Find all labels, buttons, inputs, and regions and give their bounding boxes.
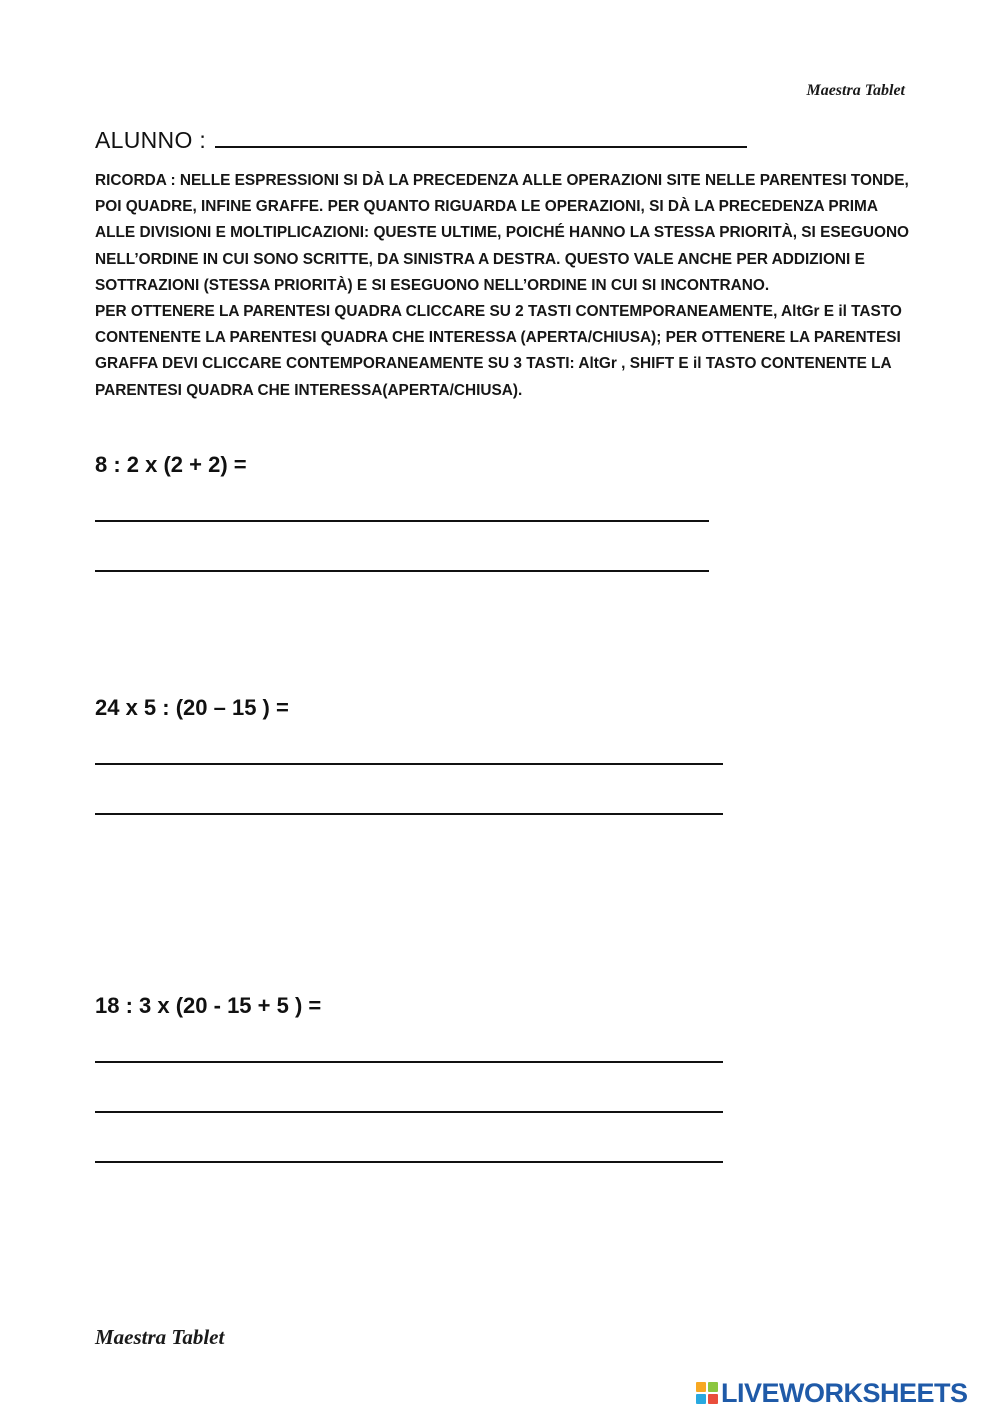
answer-line[interactable] <box>95 520 709 522</box>
exercise-expression: 18 : 3 x (20 - 15 + 5 ) = <box>95 993 322 1018</box>
header-brand: Maestra Tablet <box>806 82 905 99</box>
instructions <box>95 168 910 404</box>
liveworksheets-blocks-icon <box>696 1382 718 1404</box>
exercise-1 <box>95 450 709 572</box>
logo-block <box>696 1382 706 1392</box>
answer-line[interactable] <box>95 763 723 765</box>
answer-line[interactable] <box>95 570 709 572</box>
exercise-expression: 8 : 2 x (2 + 2) = <box>95 452 247 477</box>
logo-text: LIVEWORKSHEETS <box>721 1377 968 1408</box>
student-name-row <box>95 120 755 154</box>
answer-line[interactable] <box>95 1061 723 1063</box>
student-label: ALUNNO : <box>95 127 213 153</box>
student-name-field[interactable] <box>215 146 747 148</box>
instruction-paragraph: PER OTTENERE LA PARENTESI QUADRA CLICCARE SU 2 TASTI CONTEMPORANEAMENTE, AltGr E il TASTO CONTENENTE LA PARENTESI QUADRA CHE INTERESSA (APERTA/CHIUSA); PER OTTENERE LA PARENTESI GRAFFA DEVI CLICCARE CONTEMPORANEAMENTE SU 3 TASTI: AltGr , SHIFT E il TASTO CONTENENTE LA PARENTESI QUADRA CHE INTERESSA(APERTA/CHIUSA). <box>95 303 902 399</box>
answer-line[interactable] <box>95 813 723 815</box>
logo-block <box>696 1394 706 1404</box>
liveworksheets-logo[interactable] <box>696 1377 992 1409</box>
logo-block <box>708 1394 718 1404</box>
instruction-paragraph: RICORDA : NELLE ESPRESSIONI SI DÀ LA PRECEDENZA ALLE OPERAZIONI SITE NELLE PARENTESI TONDE, POI QUADRE, INFINE GRAFFE. PER QUANTO RIGUARDA LE OPERAZIONI, SI DÀ LA PRECEDENZA PRIMA ALLE DIVISIONI E MOLTIPLICAZIONI: QUESTE ULTIME, POICHÉ HANNO LA STESSA PRIORITÀ, SI ESEGUONO NELL’ORDINE IN CUI SONO SCRITTE, DA SINISTRA A DESTRA. QUESTO VALE ANCHE PER ADDIZIONI E SOTTRAZIONI (STESSA PRIORITÀ) E SI ESEGUONO NELL’ORDINE IN CUI SI INCONTRANO. <box>95 172 910 294</box>
footer-brand: Maestra Tablet <box>95 1325 225 1349</box>
answer-line[interactable] <box>95 1161 723 1163</box>
answer-line[interactable] <box>95 1111 723 1113</box>
exercise-3 <box>95 991 723 1163</box>
logo-block <box>708 1382 718 1392</box>
exercise-expression: 24 x 5 : (20 – 15 ) = <box>95 695 289 720</box>
exercise-2 <box>95 693 723 815</box>
